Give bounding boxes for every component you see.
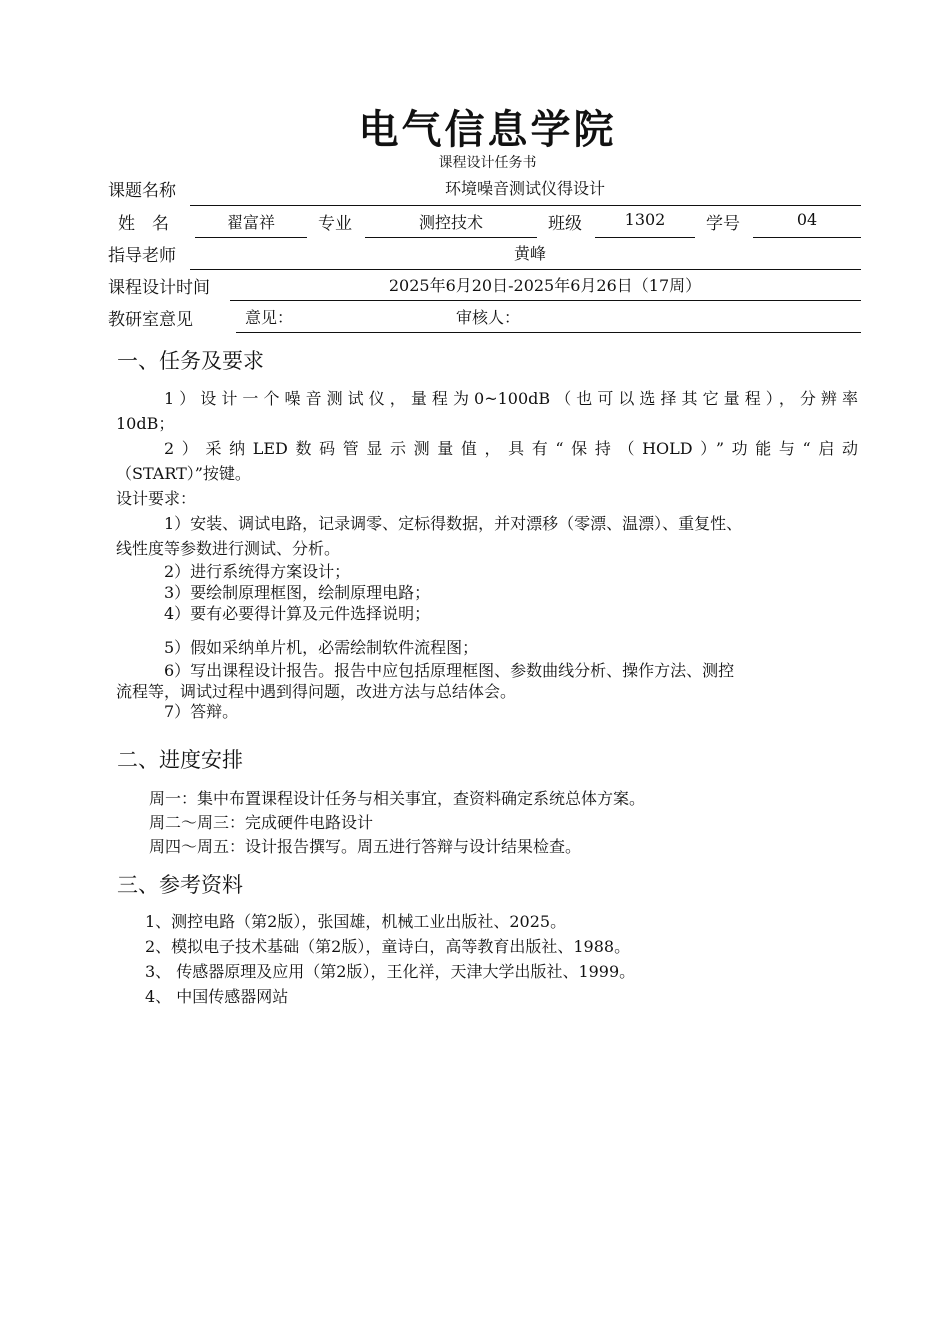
name-underline	[195, 237, 307, 238]
advisor-value: 黄峰	[513, 244, 546, 263]
topic-value: 环境噪音测试仪得设计	[444, 179, 605, 198]
student-id-underline	[753, 237, 861, 238]
advisor-underline	[190, 269, 861, 270]
task-2-line-2: （START）”按键。	[116, 464, 251, 483]
schedule-line-2: 周二～周三：完成硬件电路设计	[149, 813, 374, 832]
document-type: 课程设计任务书	[438, 155, 537, 171]
student-id-label: 学号	[706, 214, 740, 234]
student-id-value: 04	[796, 210, 818, 229]
section-heading-schedule: 二、进度安排	[117, 748, 243, 772]
reference-2: 2、模拟电子技术基础（第2版），童诗白，高等教育出版社、1988。	[145, 937, 631, 956]
req-6-line-2: 流程等，调试过程中遇到得问题，改进方法与总结体会。	[116, 682, 517, 701]
section-heading-tasks: 一、任务及要求	[117, 349, 264, 373]
req-6-line-1: 6）写出课程设计报告。报告中应包括原理框图、参数曲线分析、操作方法、测控	[164, 661, 735, 680]
class-label: 班级	[548, 214, 582, 234]
opinion-label: 意见：	[245, 308, 294, 327]
name-label: 姓 名	[118, 214, 169, 234]
task-1-line-1: 1）设计一个噪音测试仪，量程为0~100dB（也可以选择其它量程），分辨率	[164, 389, 858, 408]
section-heading-references: 三、参考资料	[117, 873, 243, 897]
req-1-line-2: 线性度等参数进行测试、分析。	[116, 539, 341, 558]
topic-underline	[190, 205, 861, 206]
requirements-label: 设计要求：	[116, 489, 197, 508]
class-value: 1302	[624, 210, 666, 229]
major-underline	[365, 237, 537, 238]
reference-4: 4、 中国传感器网站	[145, 987, 289, 1006]
task-2-line-1: 2）采纳LED数码管显示测量值，具有“保持（HOLD）”功能与“启动	[164, 439, 858, 458]
time-label: 课程设计时间	[108, 278, 210, 298]
task-1-line-2: 10dB；	[116, 414, 175, 433]
advisor-label: 指导老师	[108, 246, 176, 266]
schedule-line-1: 周一：集中布置课程设计任务与相关事宜，查资料确定系统总体方案。	[149, 789, 646, 808]
req-7: 7）答辩。	[164, 702, 239, 721]
req-4: 4）要有必要得计算及元件选择说明；	[164, 604, 431, 623]
req-3: 3）要绘制原理框图，绘制原理电路；	[164, 583, 431, 602]
schedule-line-3: 周四～周五：设计报告撰写。周五进行答辩与设计结果检查。	[149, 837, 582, 856]
time-value: 2025年6月20日-2025年6月26日（17周）	[388, 276, 702, 295]
req-2: 2）进行系统得方案设计；	[164, 562, 351, 581]
page-title: 电气信息学院	[358, 107, 617, 153]
req-1-line-1: 1）安装、调试电路，记录调零、定标得数据，并对漂移（零漂、温漂）、重复性、	[164, 514, 743, 533]
req-5: 5）假如采纳单片机，必需绘制软件流程图；	[164, 638, 479, 657]
topic-label: 课题名称	[108, 181, 176, 201]
office-underline	[236, 332, 861, 333]
office-label: 教研室意见	[108, 310, 193, 330]
reference-3: 3、 传感器原理及应用（第2版），王化祥，天津大学出版社、1999。	[145, 962, 636, 981]
reviewer-label: 审核人：	[456, 308, 521, 327]
name-value: 翟富祥	[226, 213, 275, 232]
class-underline	[595, 237, 695, 238]
major-label: 专业	[318, 214, 352, 234]
time-underline	[230, 300, 861, 301]
reference-1: 1、测控电路（第2版），张国雄，机械工业出版社、2025。	[145, 912, 567, 931]
major-value: 测控技术	[418, 213, 483, 232]
